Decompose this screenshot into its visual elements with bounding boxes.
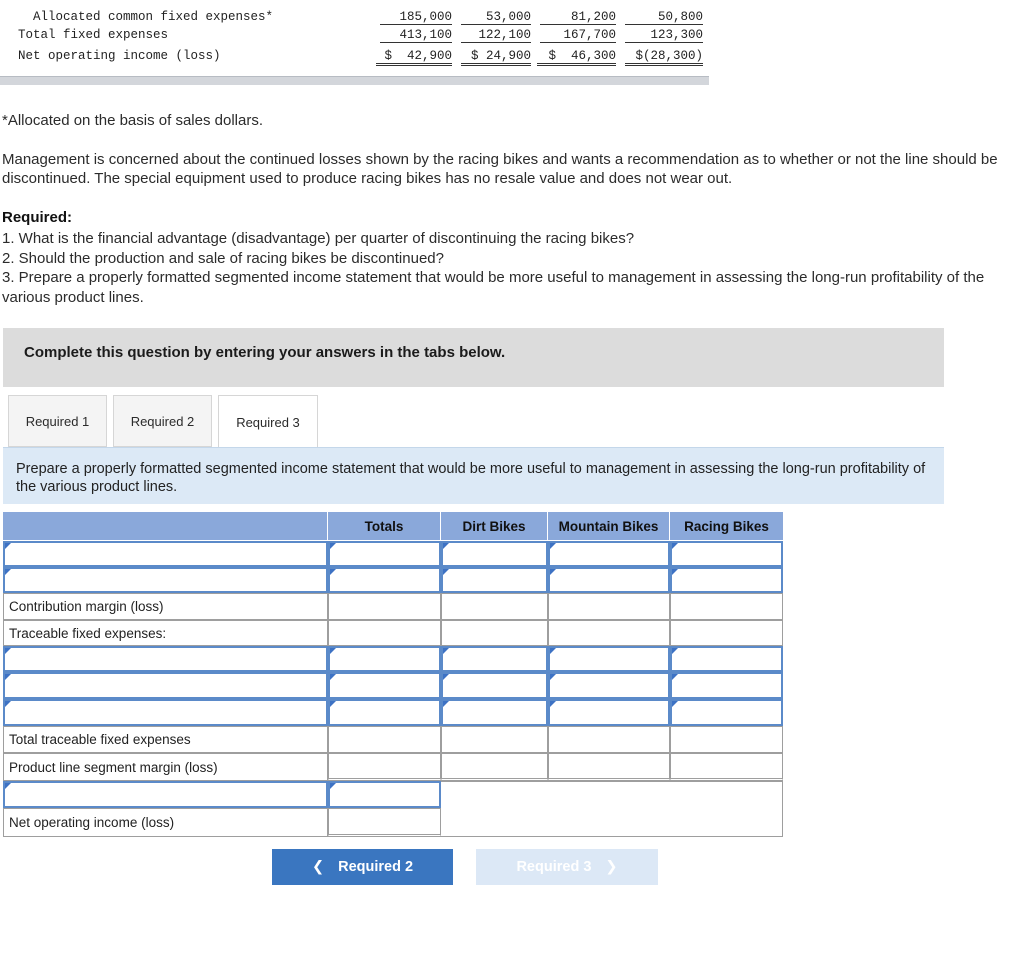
footnote: *Allocated on the basis of sales dollars. — [2, 112, 263, 129]
value-cell: 50,800 — [625, 10, 703, 25]
mountain-bikes-input[interactable] — [548, 541, 670, 567]
mountain-bikes-input[interactable] — [548, 699, 670, 726]
blank-area — [441, 781, 783, 837]
value-cell: $(28,300) — [625, 49, 703, 66]
mountain-bikes-cell — [548, 593, 670, 620]
label-input[interactable] — [3, 646, 328, 672]
racing-bikes-cell — [670, 620, 783, 646]
totals-cell — [328, 620, 441, 646]
chevron-left-icon: ❮ — [311, 859, 325, 875]
dirt-bikes-cell — [441, 753, 548, 781]
dirt-bikes-input[interactable] — [441, 541, 548, 567]
row-label-contribution-margin: Contribution margin (loss) — [3, 593, 328, 620]
row-label-traceable-fixed: Traceable fixed expenses: — [3, 620, 328, 646]
mountain-bikes-input[interactable] — [548, 672, 670, 699]
value-cell: 123,300 — [625, 28, 703, 43]
required-item: 3. Prepare a properly formatted segmented income statement that would be more useful to management in assessing the long-run profitability of the various product lines. — [2, 269, 985, 306]
racing-bikes-input[interactable] — [670, 699, 783, 726]
tab-required-1[interactable]: Required 1 — [8, 395, 107, 447]
totals-cell — [328, 593, 441, 620]
next-button-label: Required 3 — [516, 859, 592, 875]
required-heading: Required: — [2, 209, 73, 226]
label-input[interactable] — [3, 699, 328, 726]
mountain-bikes-cell — [548, 753, 670, 781]
totals-cell — [328, 753, 441, 781]
dirt-bikes-input[interactable] — [441, 699, 548, 726]
value-cell: 81,200 — [540, 10, 616, 25]
racing-bikes-cell — [670, 753, 783, 781]
dirt-bikes-cell — [441, 726, 548, 753]
totals-input[interactable] — [328, 781, 441, 808]
value-cell: $ 24,900 — [461, 49, 531, 66]
prev-button-label: Required 2 — [338, 859, 414, 875]
totals-input[interactable] — [328, 699, 441, 726]
label-input[interactable] — [3, 541, 328, 567]
value-cell: $ 42,900 — [376, 49, 452, 66]
row-label: Allocated common fixed expenses* — [33, 10, 274, 24]
totals-input[interactable] — [328, 541, 441, 567]
label-input[interactable] — [3, 567, 328, 593]
top-income-statement — [0, 4, 709, 76]
racing-bikes-input[interactable] — [670, 672, 783, 699]
tab-required-3[interactable]: Required 3 — [218, 395, 318, 448]
value-cell: 167,700 — [540, 28, 616, 43]
statement-bottom-bar — [0, 76, 709, 85]
tab-required-2[interactable]: Required 2 — [113, 395, 212, 447]
totals-input[interactable] — [328, 672, 441, 699]
column-header-dirt-bikes: Dirt Bikes — [441, 512, 548, 540]
row-label: Total fixed expenses — [18, 28, 169, 42]
row-label-segment-margin: Product line segment margin (loss) — [3, 753, 328, 781]
chevron-right-icon: ❯ — [605, 859, 618, 875]
racing-bikes-input[interactable] — [670, 541, 783, 567]
mountain-bikes-input[interactable] — [548, 567, 670, 593]
value-cell: 185,000 — [380, 10, 452, 25]
next-button[interactable] — [476, 849, 658, 885]
totals-input[interactable] — [328, 567, 441, 593]
dirt-bikes-input[interactable] — [441, 672, 548, 699]
label-input[interactable] — [3, 781, 328, 808]
required-item: 2. Should the production and sale of racing bikes be discontinued? — [2, 249, 444, 267]
mountain-bikes-input[interactable] — [548, 646, 670, 672]
header-blank — [3, 512, 328, 540]
totals-cell — [328, 726, 441, 753]
column-header-racing-bikes: Racing Bikes — [670, 512, 783, 540]
instruction-text: Prepare a properly formatted segmented income statement that would be more useful to management in assessing the long-run profitability of the various product lines. — [16, 461, 926, 495]
totals-input[interactable] — [328, 646, 441, 672]
mountain-bikes-cell — [548, 620, 670, 646]
row-label: Net operating income (loss) — [18, 49, 221, 63]
column-header-totals: Totals — [328, 512, 441, 540]
totals-cell — [328, 808, 441, 837]
required-item: 1. What is the financial advantage (disadvantage) per quarter of discontinuing the racing bikes? — [2, 230, 635, 247]
value-cell: 53,000 — [461, 10, 531, 25]
label-input[interactable] — [3, 672, 328, 699]
tab-instruction — [3, 447, 944, 504]
row-label-total-traceable: Total traceable fixed expenses — [3, 726, 328, 753]
dirt-bikes-cell — [441, 620, 548, 646]
racing-bikes-cell — [670, 593, 783, 620]
intro-paragraph: Management is concerned about the continued losses shown by the racing bikes and wants a recommendation as to whether or not the line should be discontinued. The special equipment used to produce racing bikes has no resale value and does not wear out. — [2, 151, 998, 187]
mountain-bikes-cell — [548, 726, 670, 753]
value-cell: 413,100 — [380, 28, 452, 43]
racing-bikes-input[interactable] — [670, 646, 783, 672]
racing-bikes-input[interactable] — [670, 567, 783, 593]
banner-text: Complete this question by entering your answers in the tabs below. — [24, 344, 506, 361]
dirt-bikes-input[interactable] — [441, 567, 548, 593]
value-cell: 122,100 — [461, 28, 531, 43]
value-cell: $ 46,300 — [537, 49, 616, 66]
dirt-bikes-cell — [441, 593, 548, 620]
instructions-banner — [3, 328, 944, 387]
required-list — [2, 229, 1022, 307]
prev-button[interactable] — [272, 849, 453, 885]
row-label-net-operating: Net operating income (loss) — [3, 808, 328, 837]
racing-bikes-cell — [670, 726, 783, 753]
dirt-bikes-input[interactable] — [441, 646, 548, 672]
column-header-mountain-bikes: Mountain Bikes — [548, 512, 670, 540]
